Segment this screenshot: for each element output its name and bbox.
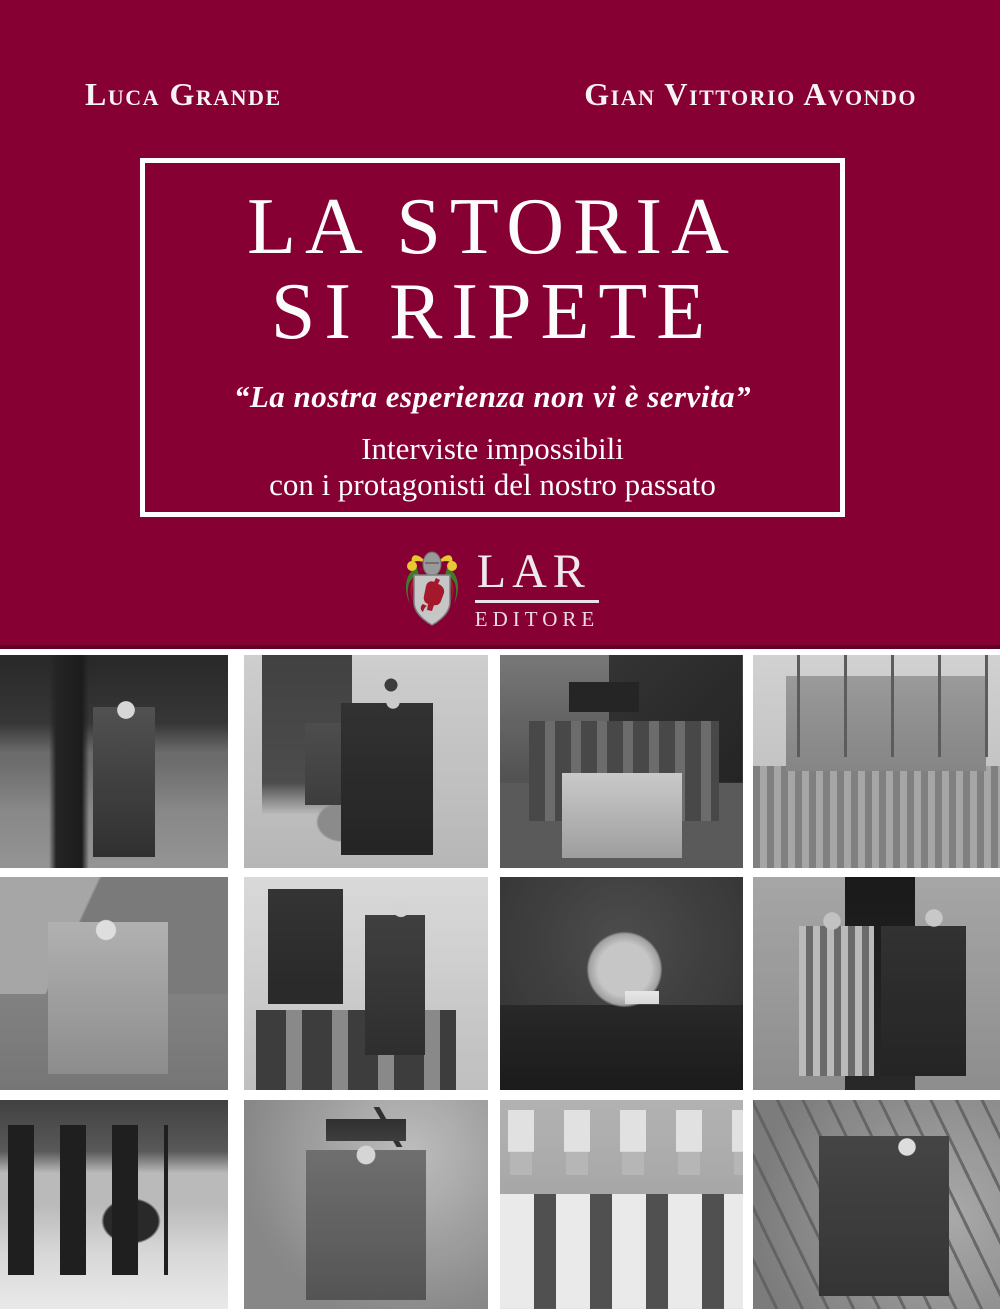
cover-subtitle bbox=[145, 431, 840, 504]
cover-quote: “La nostra esperienza non vi è servita” bbox=[233, 378, 752, 414]
photo-man-with-dog bbox=[244, 655, 488, 868]
publisher-logo bbox=[0, 538, 1000, 642]
publisher-name-block bbox=[474, 545, 600, 632]
maroon-panel bbox=[0, 0, 1000, 649]
photo-classroom-teacher bbox=[244, 877, 488, 1090]
book-title bbox=[145, 185, 840, 355]
author-name-right: Gian Vittorio Avondo bbox=[584, 76, 917, 112]
title-box bbox=[140, 158, 845, 517]
book-title-line2: SI RIPETE bbox=[270, 267, 715, 356]
coat-of-arms-icon bbox=[401, 544, 463, 636]
photo-partisan-by-tree bbox=[0, 655, 228, 868]
photo-emigrants-ship bbox=[753, 655, 1000, 868]
photo-mustached-gentleman bbox=[500, 877, 743, 1090]
photo-clergy-in-snow bbox=[0, 1100, 228, 1309]
publisher-descriptor: EDITORE bbox=[474, 607, 600, 631]
photo-seated-man-tweed bbox=[0, 877, 228, 1090]
cover-subtitle-line2: con i protagonisti del nostro passato bbox=[269, 467, 716, 503]
photo-miners-with-cart bbox=[500, 655, 743, 868]
publisher-name: LAR bbox=[475, 548, 599, 603]
photo-nurses-group bbox=[500, 1100, 743, 1309]
author-name-left: Luca Grande bbox=[85, 76, 282, 112]
cover-subtitle-line1: Interviste impossibili bbox=[361, 430, 624, 466]
book-title-line1: LA STORIA bbox=[247, 183, 738, 271]
photo-camp-survivors bbox=[753, 877, 1000, 1090]
photo-woman-partisan bbox=[753, 1100, 1000, 1309]
photo-alpine-soldier bbox=[244, 1100, 488, 1309]
photo-grid bbox=[0, 655, 1000, 1309]
